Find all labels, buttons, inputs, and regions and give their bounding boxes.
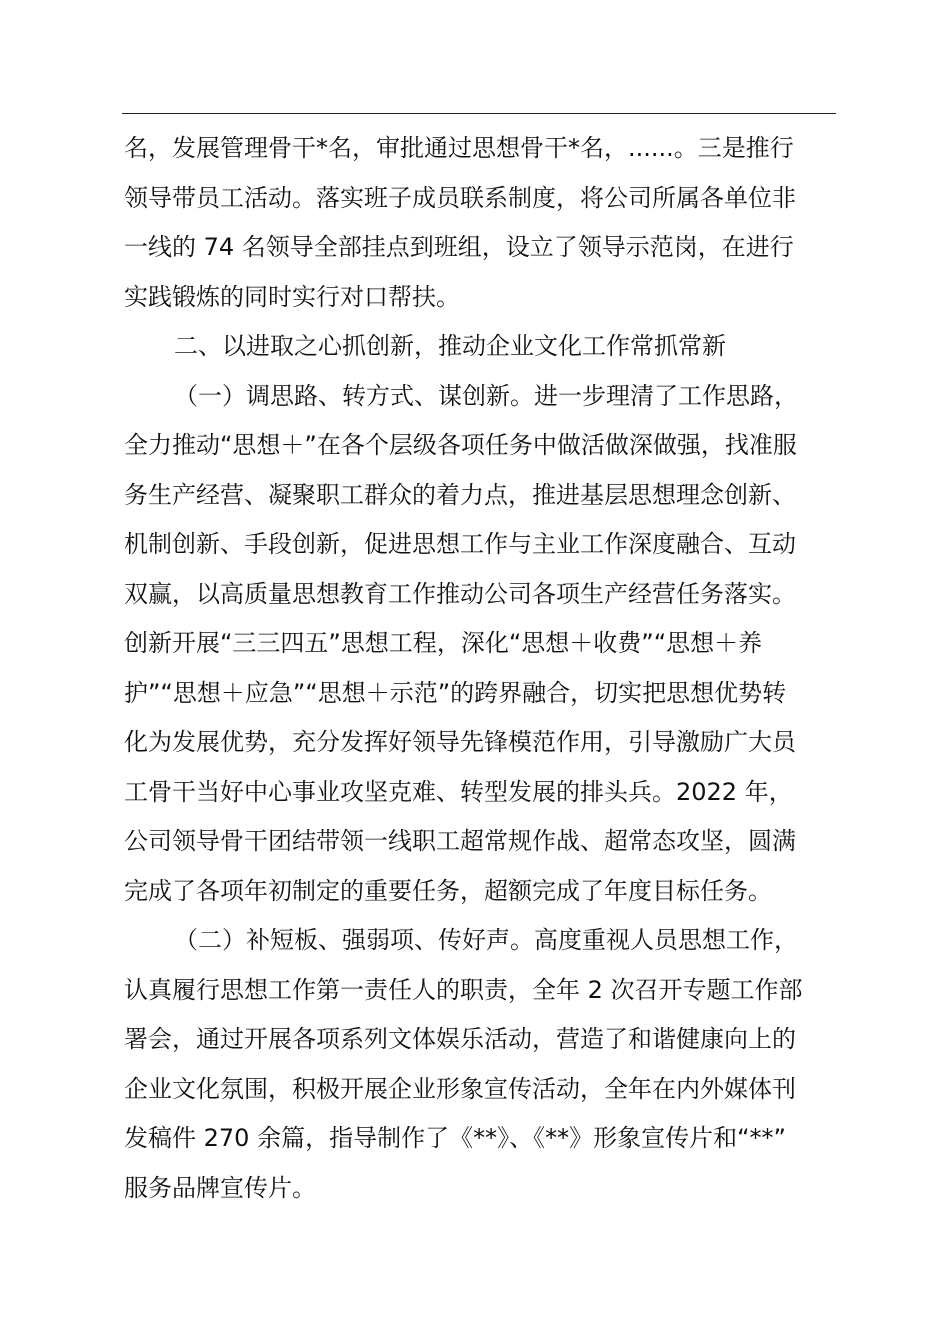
- text-line: 工骨干当好中心事业攻坚克难、转型发展的排头兵。2022 年，: [124, 777, 793, 806]
- text-line: 署会，通过开展各项系列文体娱乐活动，营造了和谐健康向上的: [124, 1025, 796, 1053]
- text-line: 领导带员工活动。落实班子成员联系制度，将公司所属各单位非: [124, 183, 796, 212]
- text-line: 公司领导骨干团结带领一线职工超常规作战、超常态攻坚，圆满: [124, 827, 796, 855]
- text-line: 化为发展优势，充分发挥好领导先锋模范作用，引导激励广大员: [124, 728, 796, 756]
- text-line: 创新开展“三三四五”思想工程，深化“思想＋收费”“思想＋养: [124, 629, 763, 657]
- text-line: 双赢，以高质量思想教育工作推动公司各项生产经营任务落实。: [124, 579, 796, 608]
- header-rule: [122, 113, 836, 114]
- text-line: 实践锻炼的同时实行对口帮扶。: [124, 282, 460, 311]
- text-line: 完成了各项年初制定的重要任务，超额完成了年度目标任务。: [124, 876, 772, 905]
- text-line: 务生产经营、凝聚职工群众的着力点，推进基层思想理念创新、: [124, 480, 796, 509]
- text-line: 企业文化氛围，积极开展企业形象宣传活动，全年在内外媒体刊: [124, 1074, 796, 1103]
- text-line: 二、以进取之心抓创新，推动企业文化工作常抓常新: [174, 332, 726, 360]
- text-line: 名，发展管理骨干*名，审批通过思想骨干*名，......。三是推行: [124, 134, 794, 162]
- text-line: （一）调思路、转方式、谋创新。进一步理清了工作思路，: [174, 381, 798, 410]
- text-line: 护”“思想＋应急”“思想＋示范”的跨界融合，切实把思想优势转: [124, 678, 787, 707]
- text-line: 全力推动“思想＋”在各个层级各项任务中做活做深做强，找准服: [124, 431, 797, 459]
- text-line: 服务品牌宣传片。: [124, 1173, 316, 1202]
- text-line: 发稿件 270 余篇，指导制作了《**》、《**》形象宣传片和“**”: [124, 1124, 786, 1152]
- document-body: [124, 124, 836, 1213]
- text-line: （二）补短板、强弱项、传好声。高度重视人员思想工作，: [174, 926, 798, 954]
- text-line: 认真履行思想工作第一责任人的职责，全年 2 次召开专题工作部: [124, 975, 803, 1004]
- text-line: 一线的 74 名领导全部挂点到班组，设立了领导示范岗，在进行: [124, 233, 794, 261]
- text-line: 机制创新、手段创新，促进思想工作与主业工作深度融合、互动: [124, 530, 796, 558]
